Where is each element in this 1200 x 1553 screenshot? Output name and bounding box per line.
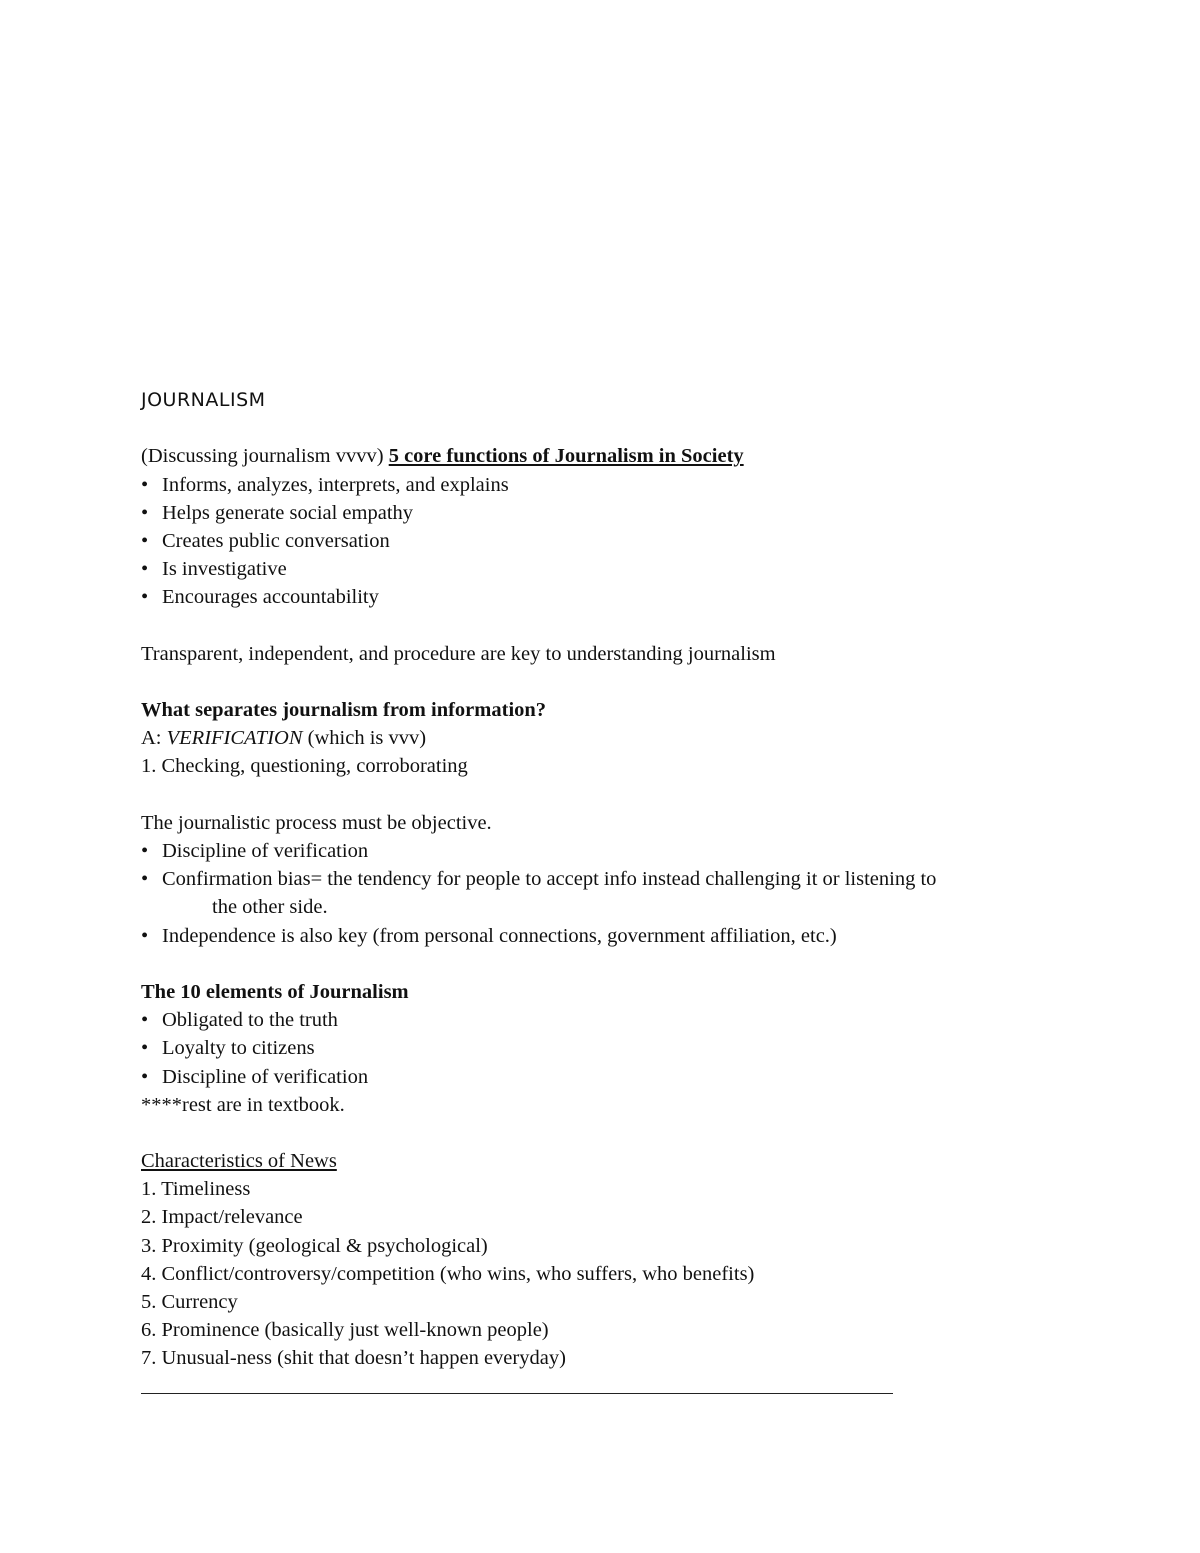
list-item — [141, 1006, 1101, 1034]
elements-heading: The 10 elements of Journalism — [141, 980, 409, 1003]
list-item-text: Loyalty to citizens — [162, 1037, 315, 1060]
spacer — [141, 612, 1101, 640]
spacer — [141, 1119, 1101, 1147]
answer-suffix: (which is vvv) — [302, 727, 427, 750]
core-functions-heading: 5 core functions of Journalism in Society — [388, 445, 744, 468]
separation-point: 1. Checking, questioning, corroborating — [141, 755, 468, 778]
spacer — [141, 668, 1101, 696]
list-item-text: Discipline of verification — [162, 1065, 369, 1088]
list-item — [141, 922, 1101, 950]
list-item — [141, 837, 1101, 865]
news-item: 7. Unusual-ness (shit that doesn’t happen everyday) — [141, 1347, 566, 1370]
horizontal-rule — [141, 1373, 1101, 1401]
list-item-text: Discipline of verification — [162, 840, 369, 862]
answer-term: VERIFICATION — [166, 727, 303, 750]
objectivity-statement: The journalistic process must be objective. — [141, 811, 492, 834]
rule-line — [141, 1393, 893, 1394]
bullet-icon: • — [141, 501, 149, 524]
bullet-icon: • — [141, 840, 149, 862]
list-item — [141, 555, 1101, 583]
separation-question: What separates journalism from information? — [141, 699, 547, 722]
list-item — [141, 1034, 1101, 1062]
bullet-icon: • — [141, 529, 149, 552]
list-item-text: Informs, analyzes, interprets, and explains — [162, 473, 509, 496]
document-title: JOURNALISM — [141, 389, 266, 411]
separation-answer — [141, 724, 1101, 752]
list-item — [141, 471, 1101, 499]
list-item — [141, 865, 1101, 893]
spacer — [141, 781, 1101, 809]
core-functions-heading-line — [141, 442, 1101, 470]
bullet-icon: • — [141, 1037, 149, 1060]
list-item-text: Confirmation bias= the tendency for people to accept info instead challenging it or listening to — [162, 868, 937, 891]
news-heading: Characteristics of News — [141, 1150, 337, 1173]
list-item-continuation: the other side. — [212, 896, 328, 919]
list-item-text: Obligated to the truth — [162, 1009, 338, 1032]
news-item: 1. Timeliness — [141, 1178, 251, 1201]
core-functions-intro: (Discussing journalism vvvv) — [141, 445, 389, 468]
spacer — [141, 950, 1101, 978]
list-item — [141, 499, 1101, 527]
elements-note: ****rest are in textbook. — [141, 1093, 345, 1116]
list-item-text: Creates public conversation — [162, 529, 390, 552]
list-item-text: Encourages accountability — [162, 586, 379, 609]
news-item: 2. Impact/relevance — [141, 1206, 303, 1229]
bullet-icon: • — [141, 1009, 149, 1032]
bullet-icon: • — [141, 868, 149, 891]
news-item: 6. Prominence (basically just well-known people) — [141, 1319, 549, 1342]
answer-prefix: A: — [141, 727, 167, 750]
bullet-icon: • — [141, 586, 149, 609]
news-item: 5. Currency — [141, 1291, 238, 1313]
transparency-note: Transparent, independent, and procedure are key to understanding journalism — [141, 642, 776, 665]
spacer — [141, 414, 1101, 442]
list-item-text: Independence is also key (from personal connections, government affiliation, etc.) — [162, 924, 837, 947]
news-item: 4. Conflict/controversy/competition (who wins, who suffers, who benefits) — [141, 1262, 755, 1285]
bullet-icon: • — [141, 924, 149, 947]
bullet-icon: • — [141, 473, 149, 496]
bullet-icon: • — [141, 558, 149, 581]
bullet-icon: • — [141, 1065, 149, 1088]
document-body — [141, 386, 1101, 1401]
news-item: 3. Proximity (geological & psychological) — [141, 1234, 488, 1257]
list-item — [141, 1063, 1101, 1091]
list-item-text: Helps generate social empathy — [162, 501, 414, 524]
list-item — [141, 583, 1101, 611]
list-item — [141, 527, 1101, 555]
list-item-text: Is investigative — [162, 558, 287, 581]
